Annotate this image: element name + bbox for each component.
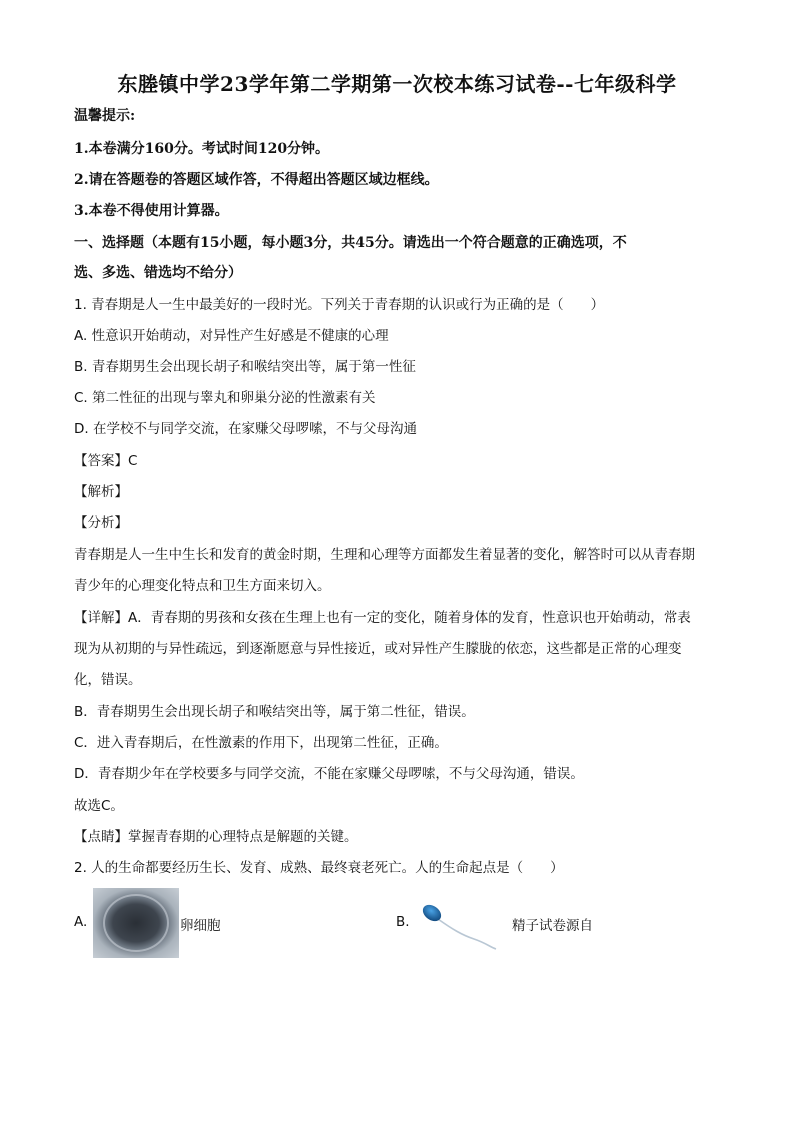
sperm-cell-image <box>418 895 498 951</box>
section-heading-line1: 一、选择题（本题有15小题，每小题3分，共45分。请选出一个符合题意的正确选项，不 <box>74 235 627 251</box>
q1-jiexi-label: 【解析】 <box>74 484 128 500</box>
q2-option-a-letter: A. <box>74 914 88 930</box>
sperm-tail <box>438 919 496 949</box>
tip-item-3: 3.本卷不得使用计算器。 <box>74 203 229 219</box>
tip-item-1: 1.本卷满分160分。考试时间120分钟。 <box>74 141 330 157</box>
q1-dianjing: 【点睛】掌握青春期的心理特点是解题的关键。 <box>74 829 358 845</box>
tip-item-2: 2.请在答题卷的答题区域作答，不得超出答题区域边框线。 <box>74 172 439 188</box>
q1-analysis-line1: 青春期是人一生中生长和发育的黄金时期，生理和心理等方面都发生着显著的变化，解答时可以从青春期 <box>74 547 695 563</box>
q1-choose: 故选C。 <box>74 798 124 814</box>
egg-cell-image <box>93 888 179 958</box>
tips-heading: 温馨提示: <box>74 108 136 124</box>
q2-option-b-letter: B. <box>396 914 410 930</box>
q2-option-b-text: 精子试卷源自 <box>512 918 593 934</box>
q1-detail-line2: 现为从初期的与异性疏远，到逐渐愿意与异性接近，或对异性产生朦胧的依恋，这些都是正常的心理变 <box>74 641 682 657</box>
q1-detail-line1: 【详解】A．青春期的男孩和女孩在生理上也有一定的变化，随着身体的发育，性意识也开始萌动，常表 <box>74 610 691 626</box>
q1-analysis-line2: 青少年的心理变化特点和卫生方面来切入。 <box>74 578 331 594</box>
q1-detail-b: B．青春期男生会出现长胡子和喉结突出等，属于第二性征，错误。 <box>74 704 475 720</box>
q1-detail-c: C．进入青春期后，在性激素的作用下，出现第二性征，正确。 <box>74 735 448 751</box>
q1-fenxi-label: 【分析】 <box>74 515 128 531</box>
q1-answer: 【答案】C <box>74 453 138 469</box>
q1-stem: 1. 青春期是人一生中最美好的一段时光。下列关于青春期的认识或行为正确的是（ ） <box>74 297 605 313</box>
q1-option-c: C. 第二性征的出现与睾丸和卵巢分泌的性激素有关 <box>74 390 376 406</box>
q1-option-d: D. 在学校不与同学交流，在家赚父母啰嗦，不与父母沟通 <box>74 421 417 437</box>
q1-option-a: A. 性意识开始萌动，对异性产生好感是不健康的心理 <box>74 328 389 344</box>
q1-option-b: B. 青春期男生会出现长胡子和喉结突出等，属于第一性征 <box>74 359 416 375</box>
q2-option-a-text: 卵细胞 <box>180 918 221 934</box>
page-title: 东塍镇中学23学年第二学期第一次校本练习试卷--七年级科学 <box>117 72 677 96</box>
section-heading-line2: 选、多选、错选均不给分） <box>74 265 242 281</box>
q2-stem: 2. 人的生命都要经历生长、发育、成熟、最终衰老死亡。人的生命起点是（ ） <box>74 860 564 876</box>
q1-detail-line3: 化，错误。 <box>74 672 142 688</box>
q1-detail-d: D．青春期少年在学校要多与同学交流，不能在家赚父母啰嗦，不与父母沟通，错误。 <box>74 766 584 782</box>
